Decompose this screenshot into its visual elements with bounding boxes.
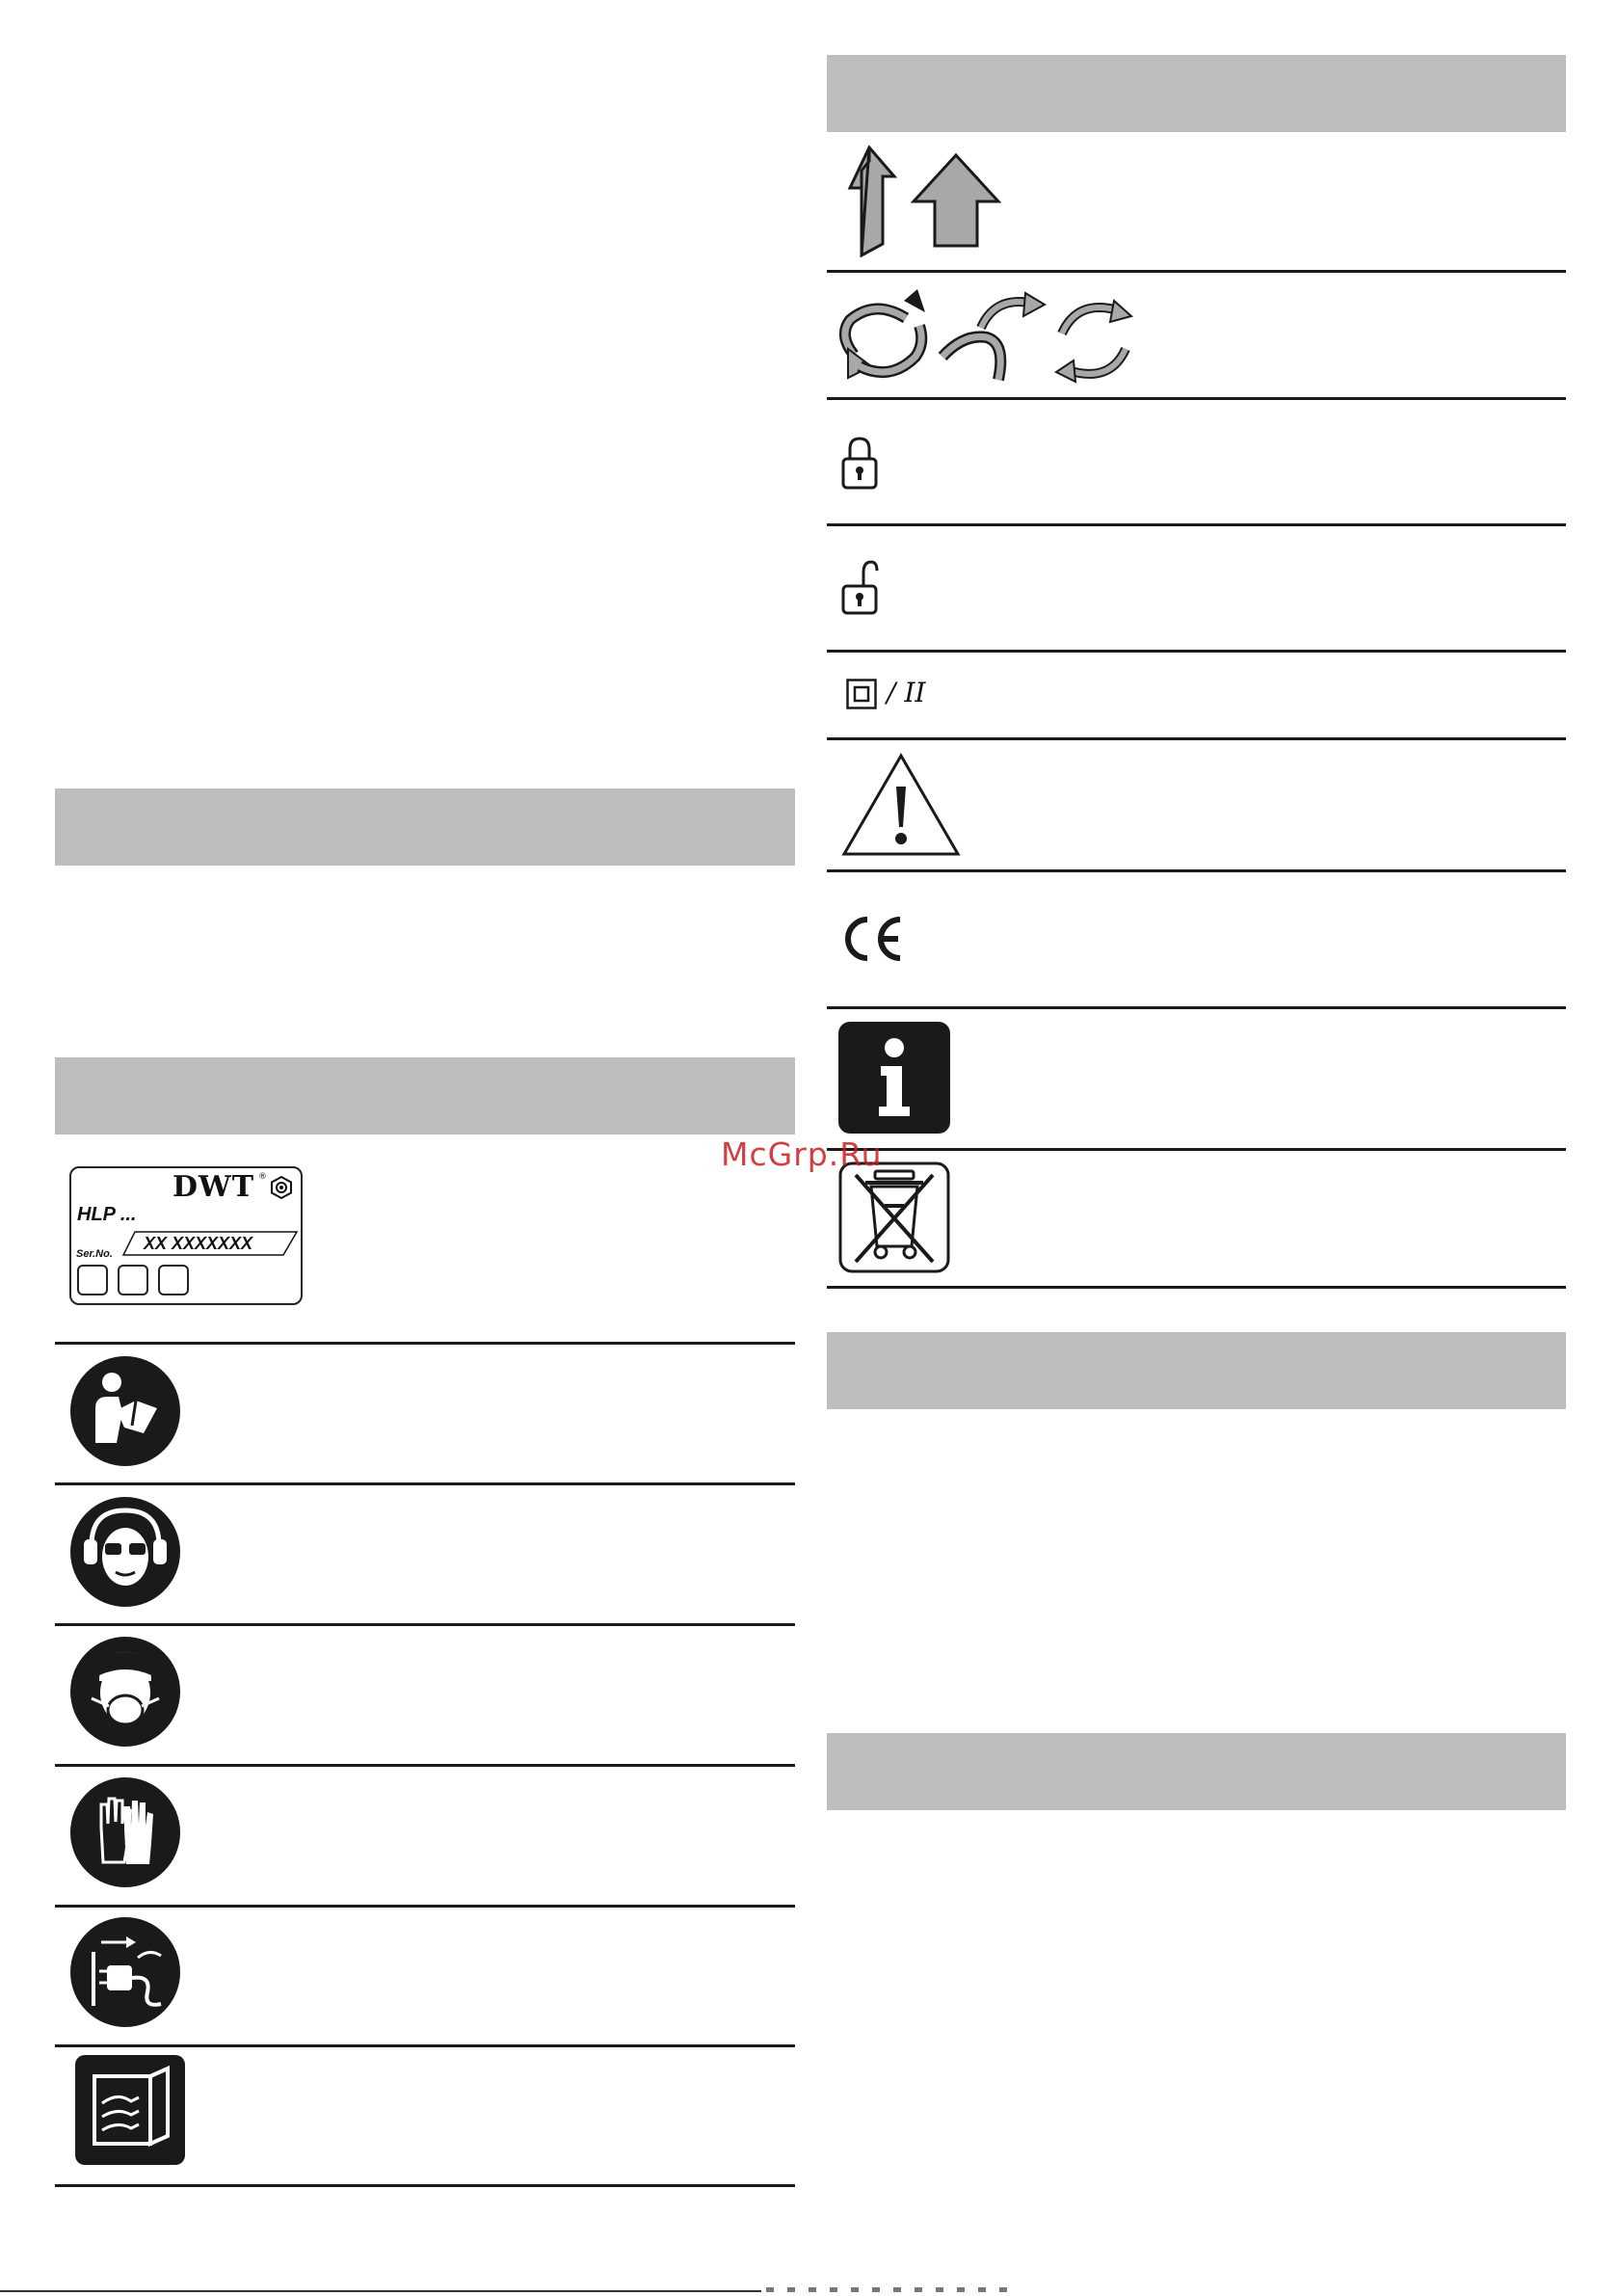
- indoor-use-icon: [75, 2055, 185, 2165]
- dust-mask-icon: [68, 1635, 182, 1749]
- unplug-icon: [68, 1915, 182, 2029]
- right-section-band-2: [827, 1332, 1566, 1409]
- left-section-band-1: [55, 788, 795, 866]
- left-divider: [55, 1623, 795, 1626]
- plate-mark-box: [118, 1265, 148, 1295]
- right-section-band-1: [827, 55, 1566, 132]
- double-insulation-icon: [846, 679, 877, 709]
- right-divider: [827, 1286, 1566, 1289]
- left-divider: [55, 1764, 795, 1767]
- rotation-arrows-icon: [836, 289, 1139, 386]
- plate-serial-label: Ser.No.: [76, 1248, 113, 1260]
- right-divider: [827, 523, 1566, 526]
- ce-mark-icon: [838, 914, 906, 964]
- locked-icon: [840, 436, 879, 492]
- plate-serial-value: XX XXXXXXX: [144, 1234, 253, 1253]
- left-divider: [55, 2184, 795, 2187]
- class2-label: / II: [887, 677, 926, 708]
- page-bottom-marks: [766, 2287, 1007, 2292]
- left-divider: [55, 1482, 795, 1485]
- right-section-band-3: [827, 1733, 1566, 1810]
- plate-brand: DWT: [172, 1170, 255, 1204]
- weee-bin-icon: [838, 1161, 950, 1273]
- right-divider: [827, 270, 1566, 273]
- unlocked-icon: [840, 559, 879, 617]
- gloves-icon: [68, 1775, 182, 1889]
- registered-mark: ®: [258, 1172, 267, 1182]
- rating-plate: [69, 1166, 303, 1305]
- watermark: McGrp.Ru: [721, 1135, 883, 1173]
- ear-eye-protection-icon: [68, 1495, 182, 1609]
- left-divider: [55, 2044, 795, 2047]
- plate-model: HLP ...: [77, 1204, 137, 1225]
- right-divider: [827, 737, 1566, 740]
- read-manual-icon: [68, 1354, 182, 1468]
- hex-nut-icon: [270, 1176, 293, 1199]
- info-icon: [838, 1022, 950, 1134]
- right-divider: [827, 650, 1566, 653]
- right-divider: [827, 869, 1566, 872]
- right-divider: [827, 397, 1566, 400]
- left-divider: [55, 1342, 795, 1345]
- left-section-band-2: [55, 1057, 795, 1135]
- right-divider: [827, 1006, 1566, 1009]
- plate-mark-box: [77, 1265, 108, 1295]
- warning-triangle-icon: [840, 752, 962, 858]
- right-divider: [827, 1148, 1566, 1151]
- plate-mark-box: [158, 1265, 189, 1295]
- up-arrows-icon: [840, 142, 1004, 257]
- page-bottom-line: [0, 2290, 761, 2292]
- left-divider: [55, 1905, 795, 1908]
